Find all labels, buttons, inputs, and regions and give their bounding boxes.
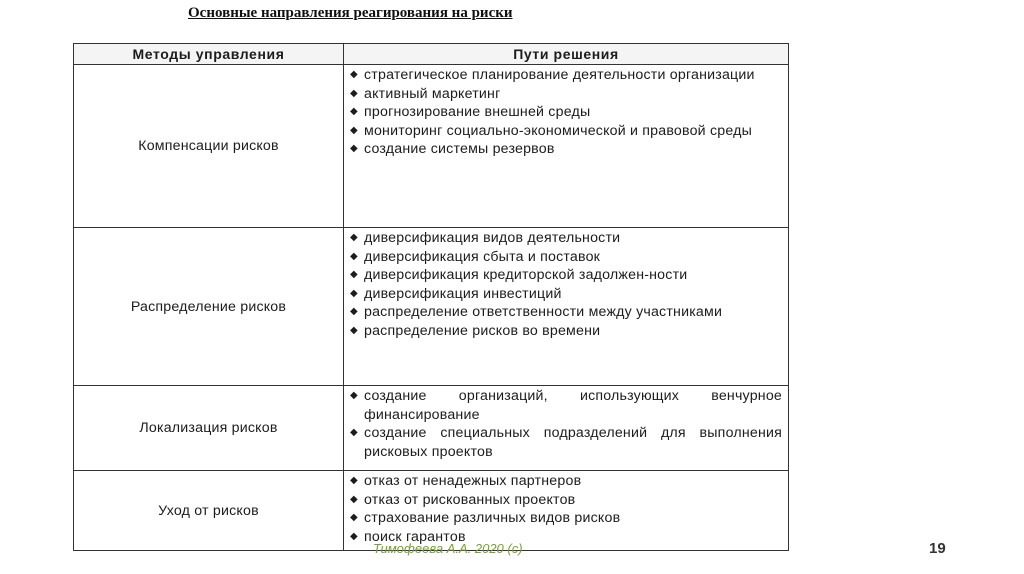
diamond-bullet-icon: ◆ xyxy=(350,512,358,524)
solution-text: диверсификация инвестиций xyxy=(364,285,562,302)
solutions-cell xyxy=(344,65,789,228)
diamond-bullet-icon: ◆ xyxy=(350,324,358,336)
solutions-list xyxy=(350,472,782,546)
solution-text: отказ от ненадежных партнеров xyxy=(364,473,582,489)
diamond-bullet-icon: ◆ xyxy=(350,87,358,99)
list-item xyxy=(350,103,782,122)
solutions-list xyxy=(350,387,782,461)
solution-text: поиск гарантов xyxy=(364,528,466,545)
solution-text: отказ от рискованных проектов xyxy=(364,491,576,508)
header-solutions: Пути решения xyxy=(344,44,789,65)
method-cell: Уход от рисков xyxy=(74,471,344,551)
list-item xyxy=(350,248,782,267)
solution-text: создание организаций, использующих венчурное финансирование xyxy=(364,388,782,423)
solution-text: распределение рисков во времени xyxy=(364,322,601,339)
list-item xyxy=(350,66,782,85)
solution-text: активный маркетинг xyxy=(364,85,501,102)
diamond-bullet-icon: ◆ xyxy=(350,493,358,505)
table-row xyxy=(74,471,789,551)
diamond-bullet-icon: ◆ xyxy=(350,124,358,136)
diamond-bullet-icon: ◆ xyxy=(350,475,358,486)
page-number: 19 xyxy=(929,540,946,557)
list-item xyxy=(350,303,782,322)
method-cell: Распределение рисков xyxy=(74,228,344,386)
solution-text: диверсификация видов деятельности xyxy=(364,230,621,246)
diamond-bullet-icon: ◆ xyxy=(350,530,358,542)
solution-text: создание системы резервов xyxy=(364,141,555,158)
diamond-bullet-icon: ◆ xyxy=(350,106,358,118)
solution-text: диверсификация кредиторской задолжен-ности xyxy=(364,267,688,284)
diamond-bullet-icon: ◆ xyxy=(350,143,358,155)
solutions-cell xyxy=(344,386,789,471)
diamond-bullet-icon: ◆ xyxy=(350,269,358,281)
list-item xyxy=(350,472,782,491)
solution-text: мониторинг социально-экономической и правовой среды xyxy=(364,122,752,139)
diamond-bullet-icon: ◆ xyxy=(350,427,358,439)
list-item xyxy=(350,387,782,424)
solution-text: прогнозирование внешней среды xyxy=(364,104,591,121)
diamond-bullet-icon: ◆ xyxy=(350,306,358,318)
solution-text: страхование различных видов рисков xyxy=(364,510,621,527)
footer-author: Тимофеева А.А. 2020 (с) xyxy=(373,541,523,556)
diamond-bullet-icon: ◆ xyxy=(350,232,358,243)
solutions-cell xyxy=(344,228,789,386)
solution-text: диверсификация сбыта и поставок xyxy=(364,248,601,265)
header-methods: Методы управления xyxy=(74,44,344,65)
diamond-bullet-icon: ◆ xyxy=(350,287,358,299)
solution-text: стратегическое планирование деятельности организации xyxy=(364,67,755,83)
list-item xyxy=(350,491,782,510)
list-item xyxy=(350,285,782,304)
risk-response-table xyxy=(73,43,789,551)
diamond-bullet-icon: ◆ xyxy=(350,390,358,401)
list-item xyxy=(350,509,782,528)
list-item xyxy=(350,424,782,461)
solutions-list xyxy=(350,229,782,341)
list-item xyxy=(350,85,782,104)
list-item xyxy=(350,229,782,248)
page-title: Основные направления реагирования на риски xyxy=(188,5,513,21)
table-row xyxy=(74,228,789,386)
list-item xyxy=(350,140,782,159)
list-item xyxy=(350,322,782,341)
table-row xyxy=(74,65,789,228)
method-cell: Локализация рисков xyxy=(74,386,344,471)
method-cell: Компенсации рисков xyxy=(74,65,344,228)
solution-text: создание специальных подразделений для выполнения рисковых проектов xyxy=(364,425,782,460)
table-row xyxy=(74,386,789,471)
solutions-cell xyxy=(344,471,789,551)
list-item xyxy=(350,122,782,141)
list-item xyxy=(350,266,782,285)
solutions-list xyxy=(350,66,782,159)
diamond-bullet-icon: ◆ xyxy=(350,69,358,80)
table-header-row xyxy=(74,44,789,65)
diamond-bullet-icon: ◆ xyxy=(350,250,358,262)
solution-text: распределение ответственности между участниками xyxy=(364,304,723,321)
